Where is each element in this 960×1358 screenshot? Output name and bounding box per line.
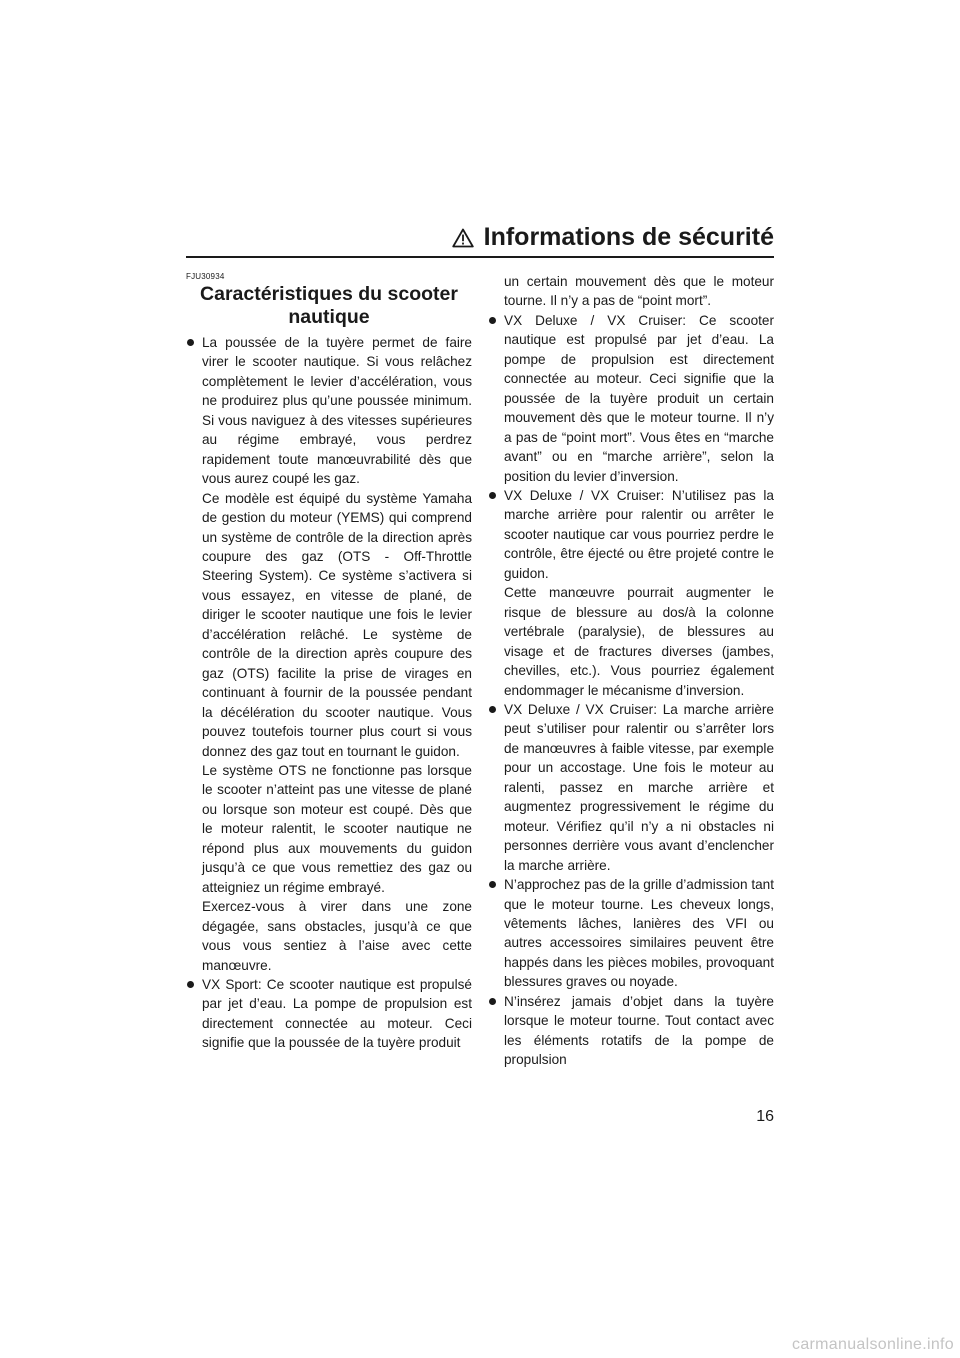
bullet-item — [488, 700, 774, 875]
paragraph: VX Deluxe / VX Cruiser: N’utilisez pas la marche arrière pour ralentir ou arrêter le scooter nautique car vous pourriez perdre le contrôle, être éjecté ou être projeté contre le guidon. — [504, 487, 774, 581]
page-number: 16 — [756, 1108, 774, 1125]
paragraph: Cette manœuvre pourrait augmenter le risque de blessure au dos/à la colonne vertébrale (paralysie), de blessures au visage et de fractures diverses (jambes, chevilles, etc.). Vous pourriez également endommager le mécanisme d’inversion. — [504, 585, 774, 698]
paragraph: La poussée de la tuyère permet de faire virer le scooter nautique. Si vous relâchez complètement le levier d’accélération, vous ne produirez plus qu’une poussée minimum. Si vous naviguez à des vitesses supérieures au régime embrayé, vous perdrez rapidement toute manœuvrabilité dès que vous aurez coupé les gaz. — [202, 335, 472, 487]
paragraph: VX Sport: Ce scooter nautique est propulsé par jet d’eau. La pompe de propulsion est directement connectée au moteur. Ceci signifie que la poussée de la tuyère produit — [202, 976, 472, 1051]
paragraph: Le système OTS ne fonctionne pas lorsque le scooter n’atteint pas une vitesse de plané ou lorsque son moteur est coupé. Dès que le moteur ralentit, le scooter nautique ne répond plus aux mouvements du guidon jusqu’à ce que vous remettiez des gaz ou atteigniez un régime embrayé. — [202, 762, 472, 895]
paragraph: Ce modèle est équipé du système Yamaha de gestion du moteur (YEMS) qui comprend un système de contrôle de la direction après coupure des gaz (OTS - Off-Throttle Steering System). Ce système s’activera si vous essayez, en vitesse de plané, de diriger le scooter nautique une fois le levier d’accélération relâché. Le système de contrôle de la direction après coupure des gaz (OTS) facilite la prise de virages en continuant à fournir de la poussée pendant la décélération du scooter nautique. Vous pouvez toutefois tourner plus court si vous donnez des gaz tout en tournant le guidon. — [202, 490, 472, 759]
warning-triangle-icon — [452, 228, 474, 248]
bullet-dot — [489, 706, 496, 713]
right-column — [488, 272, 774, 1070]
section-code: FJU30934 — [186, 272, 225, 281]
bullet-dot — [489, 998, 496, 1005]
continued-paragraph: un certain mouvement dès que le moteur tourne. Il n’y a pas de “point mort”. — [504, 274, 774, 309]
paragraph: VX Deluxe / VX Cruiser: La marche arrière peut s’utiliser pour ralentir ou s’arrêter lors de manœuvres à faible vitesse, par exemple pour un accostage. Une fois le moteur au ralenti, passez en marche arrière et augmentez progressivement le régime du moteur. Vérifiez qu’il n’y a ni obstacles ni personnes derrière vous avant d’enclencher la marche arrière. — [504, 701, 774, 873]
paragraph: N’approchez pas de la grille d’admission tant que le moteur tourne. Les cheveux longs, vêtements lâches, lanières des VFI ou autres accessoires similaires peuvent être happés dans les pièces mobiles, provoquant blessures graves ou noyade. — [504, 877, 774, 990]
bullet-item — [488, 486, 774, 700]
left-column — [186, 272, 472, 1053]
bullet-dot — [489, 317, 496, 324]
bullet-item — [488, 875, 774, 992]
page-header-title: Informations de sécurité — [483, 223, 774, 251]
section-title: Caractéristiques du scooter nautique — [200, 283, 458, 328]
bullet-item — [186, 975, 472, 1053]
paragraph: VX Deluxe / VX Cruiser: Ce scooter nautique est propulsé par jet d’eau. La pompe de propulsion est directement connectée au moteur. Ceci signifie que la poussée de la tuyère produit un certain mouvement dès que le moteur tourne. Il n’y a pas de “point mort”. Vous êtes en “marche avant” ou en “marche arrière”, selon la position du levier d’inversion. — [504, 312, 774, 484]
bullet-item — [488, 992, 774, 1070]
paragraph: N’insérez jamais d’objet dans la tuyère lorsque le moteur tourne. Tout contact avec les éléments rotatifs de la pompe de propulsion — [504, 993, 774, 1068]
bullet-dot — [489, 492, 496, 499]
bullet-item — [488, 311, 774, 486]
header-title-group — [452, 223, 774, 252]
watermark: carmanualsonline.info — [792, 1336, 954, 1353]
bullet-dot — [187, 339, 194, 346]
page-header — [186, 222, 774, 258]
bullet-dot — [489, 881, 496, 888]
paragraph: Exercez-vous à virer dans une zone dégagée, sans obstacles, jusqu’à ce que vous vous sentiez à l’aise avec cette manœuvre. — [202, 899, 472, 973]
bullet-item — [186, 333, 472, 975]
bullet-dot — [187, 981, 194, 988]
